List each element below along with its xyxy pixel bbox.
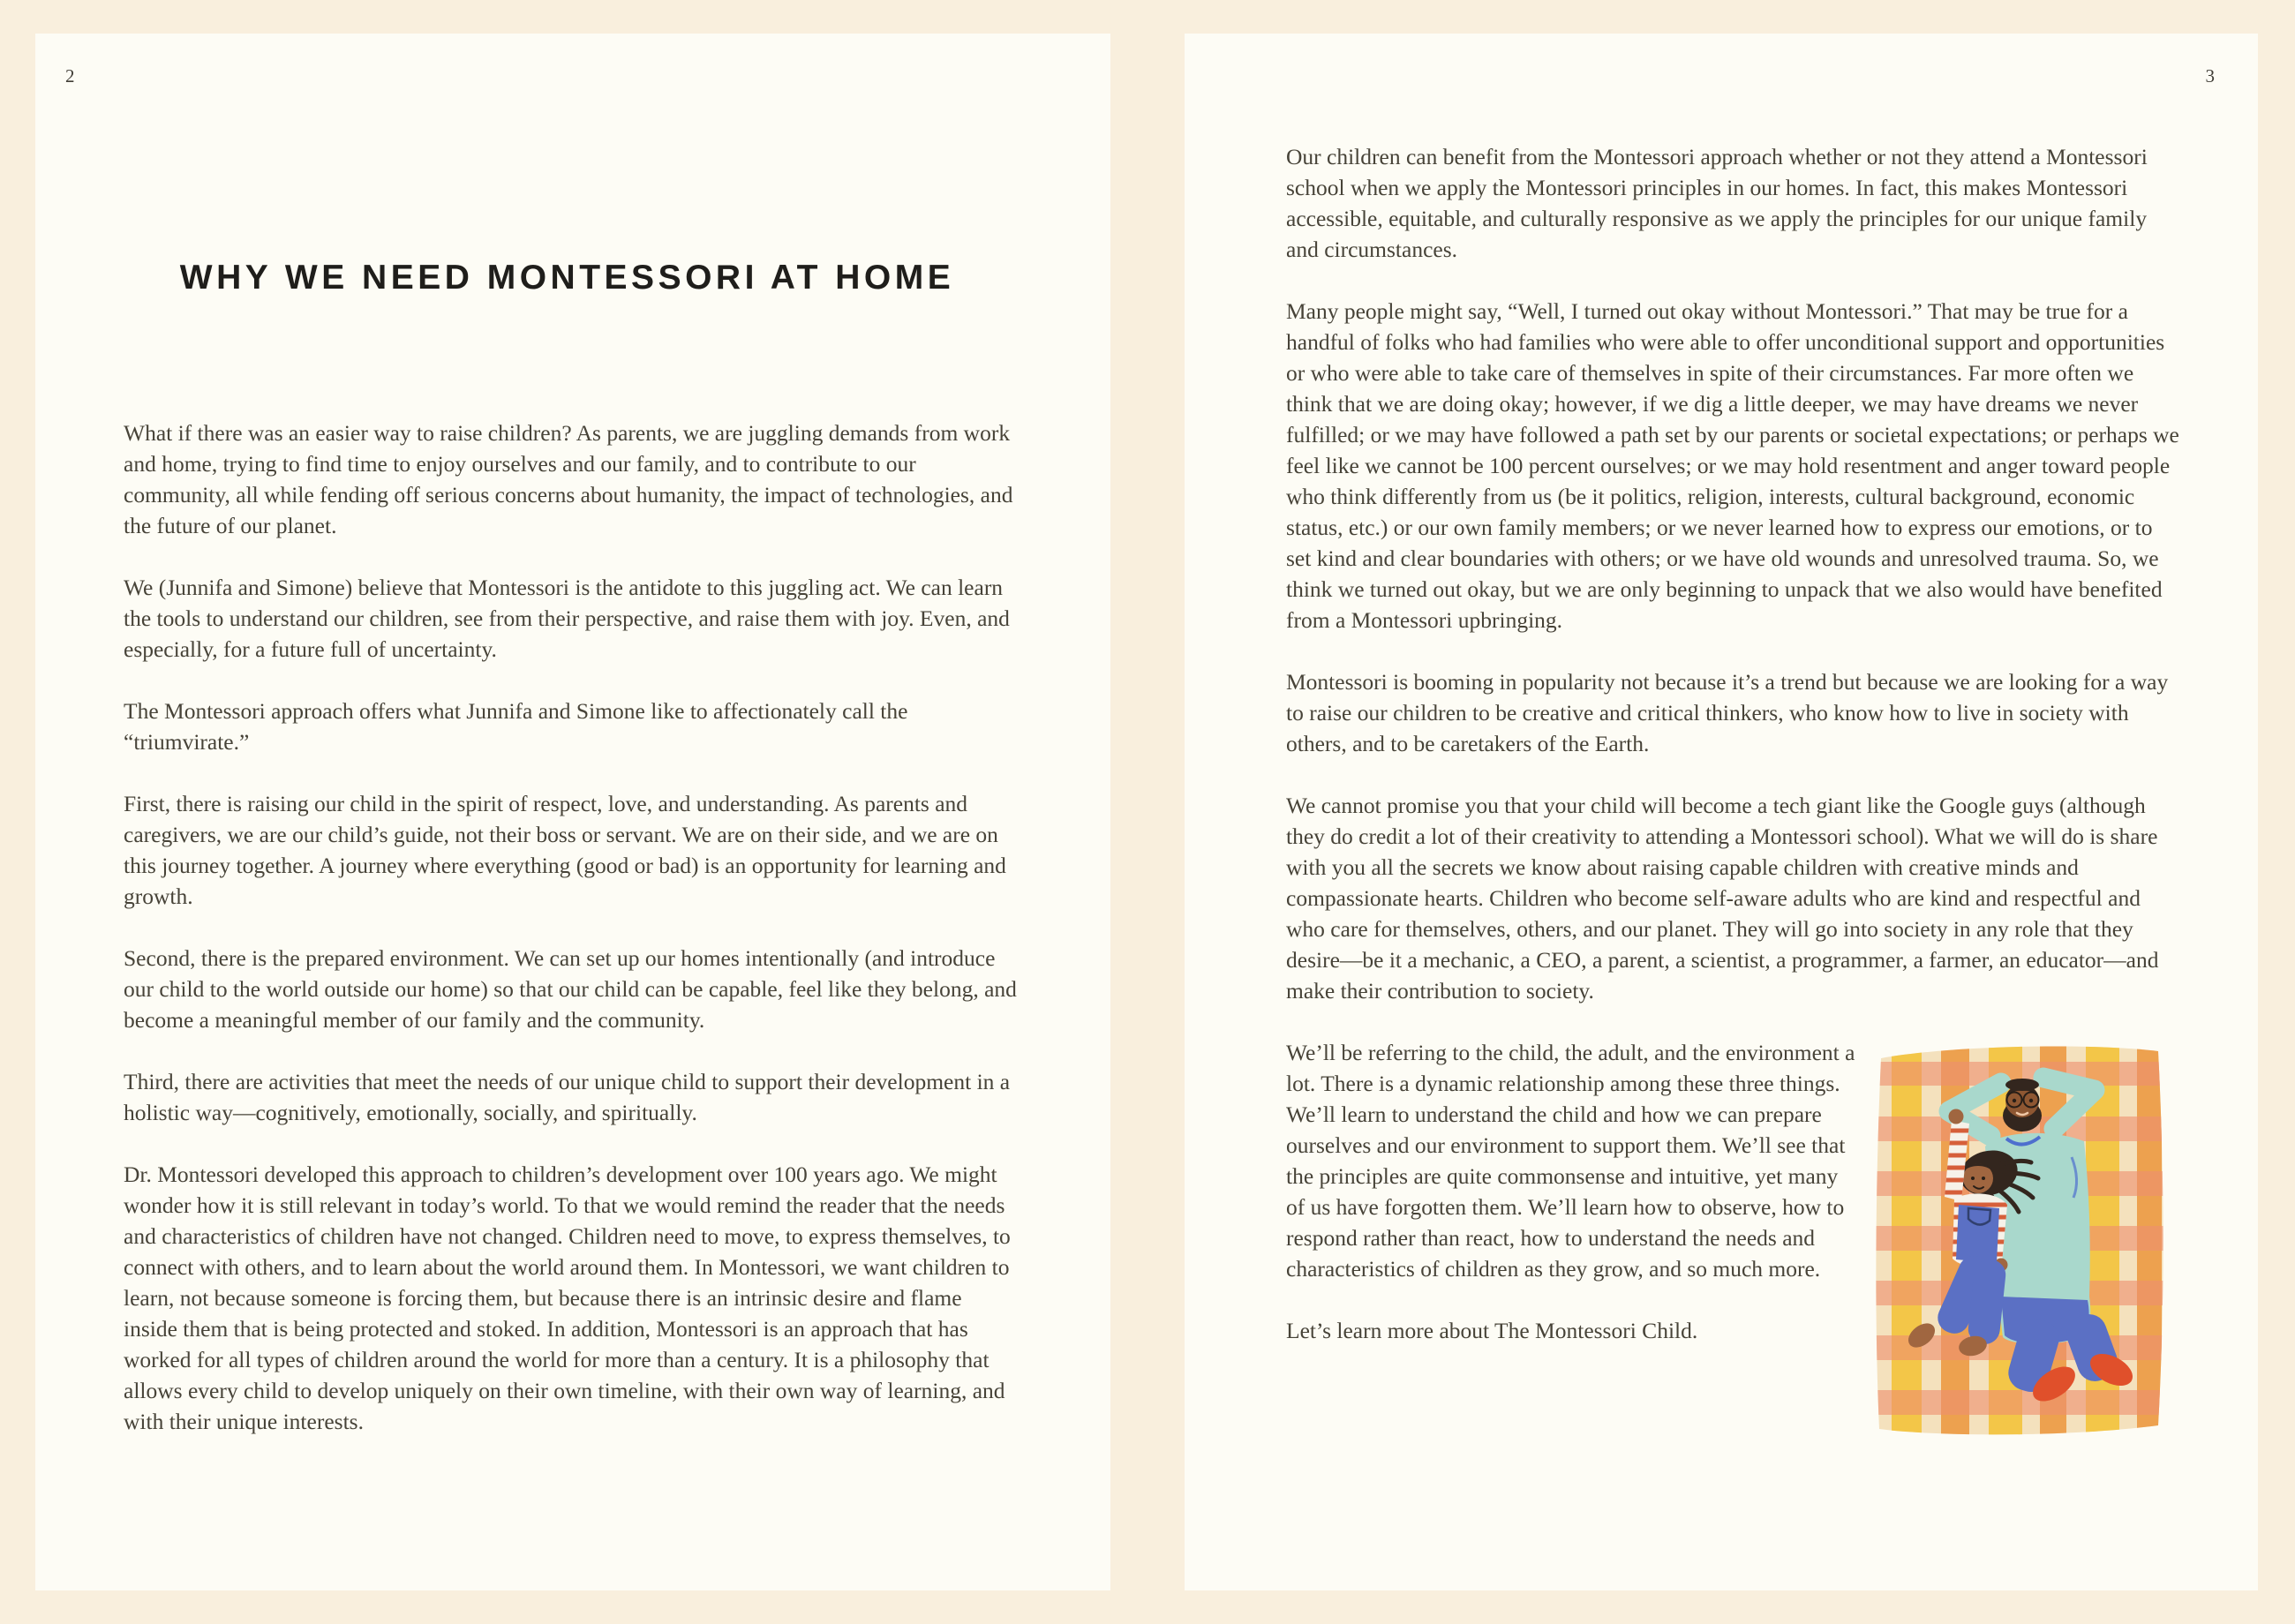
paragraph: Let’s learn more about The Montessori Child. [1286,1318,1698,1343]
paragraph: Our children can benefit from the Montessori approach whether or not they attend a Montessori school when we apply the Montessori principles in our homes. In fact, this makes Montessori accessible, equitable, and culturally responsive as we apply the principles for our unique family and circumstances. [1286,144,2148,262]
family-illustration [1867,1032,2178,1455]
paragraph: The Montessori approach offers what Junnifa and Simone like to affectionately call the “triumvirate.” [124,698,908,755]
paragraph: Many people might say, “Well, I turned out okay without Montessori.” That may be true for a handful of folks who had families who were able to offer unconditional support and opportunities or who were able to take care of themselves in spite of their circumstances. Far more often we think that we are doing okay; however, if we dig a little deeper, we may have dreams we never fulfilled; or we may have followed a path set by our parents or societal expectations; or perhaps we feel like we cannot be 100 percent ourselves; or we may hold resentment and anger toward people who think differently from us (be it politics, religion, interests, cultural background, economic status, etc.) or our own family members; or we never learned how to express our emotions, or to set kind and clear boundaries with others; or we have old wounds and unresolved trauma. So, we think we turned out okay, but we are only beginning to unpack that we also would have benefited from a Montessori upbringing. [1286,298,2179,633]
page-2 [35,34,1110,1590]
narrow-text-column [1286,1037,1858,1377]
paragraph: We (Junnifa and Simone) believe that Montessori is the antidote to this juggling act. We can learn the tools to understand our children, see from their perspective, and raise them with joy. Even, and especially, for a future full of uncertainty. [124,575,1010,662]
family-on-blanket-svg [1867,1032,2178,1447]
page-number: 3 [2205,65,2216,86]
right-text-column [1286,34,2180,1455]
chapter-title: WHY WE NEED MONTESSORI AT HOME [179,259,955,297]
page-number: 2 [65,65,76,86]
paragraph: Second, there is the prepared environment. We can set up our homes intentionally (and introduce our child to the world outside our home) so that our child can be capable, feel like they belong, and become a meaningful member of our family and the community. [124,945,1017,1033]
paragraph: Third, there are activities that meet the needs of our unique child to support their development in a holistic way—cognitively, emotionally, socially, and spiritually. [124,1069,1011,1125]
paragraph: First, there is raising our child in the spirit of respect, love, and understanding. As parents and caregivers, we are our child’s guide, not their boss or servant. We are on their side, and we are on this journey together. A journey where everything (good or bad) is an opportunity for learning and growth. [124,791,1006,909]
text-and-illustration-row [1286,1037,2180,1455]
paragraph: Dr. Montessori developed this approach to children’s development over 100 years ago. We might wonder how it is still relevant in today’s world. To that we would remind the reader that the needs and characteristics of children have not changed. Children need to move, to express themselves, to connect with others, and to learn about the world around them. In Montessori, we want children to learn, not because someone is forcing them, but because there is an intrinsic desire and flame inside them that is being protected and stoked. In addition, Montessori is an approach that has worked for all types of children around the world for more than a century. It is a philosophy that allows every child to develop uniquely on their own timeline, with their own way of learning, and with their unique interests. [124,1162,1011,1434]
paragraph: Montessori is booming in popularity not because it’s a trend but because we are looking for a way to raise our children to be creative and critical thinkers, who know how to live in society with others, and to be caretakers of the Earth. [1286,669,2169,756]
paragraph: We cannot promise you that your child will become a tech giant like the Google guys (although they do credit a lot of their creativity to attending a Montessori school). What we will do is share with you all the secrets we know about raising capable children with creative minds and compassionate hearts. Children who become self-aware adults who are kind and respectful and who care for themselves, others, and our planet. They will go into society in any role that they desire—be it a mechanic, a CEO, a parent, a scientist, a programmer, a farmer, an educator—and make their contribution to society. [1286,793,2159,1004]
paragraph: What if there was an easier way to raise children? As parents, we are juggling demands from work and home, trying to find time to enjoy ourselves and our family, and to contribute to our community, all while fending off serious concerns about humanity, the impact of technologies, and the future of our planet. [124,420,1013,538]
paragraph: We’ll be referring to the child, the adult, and the environment a lot. There is a dynamic relationship among these three things. We’ll learn to understand the child and how we can prepare ourselves and our environment to support them. We’ll see that the principles are quite commonsense and intuitive, yet many of us have forgotten them. We’ll learn how to observe, how to respond rather than react, how to understand the needs and characteristics of children as they grow, and so much more. [1286,1040,1855,1282]
left-text-column [124,417,1020,1437]
page-3 [1185,34,2258,1590]
